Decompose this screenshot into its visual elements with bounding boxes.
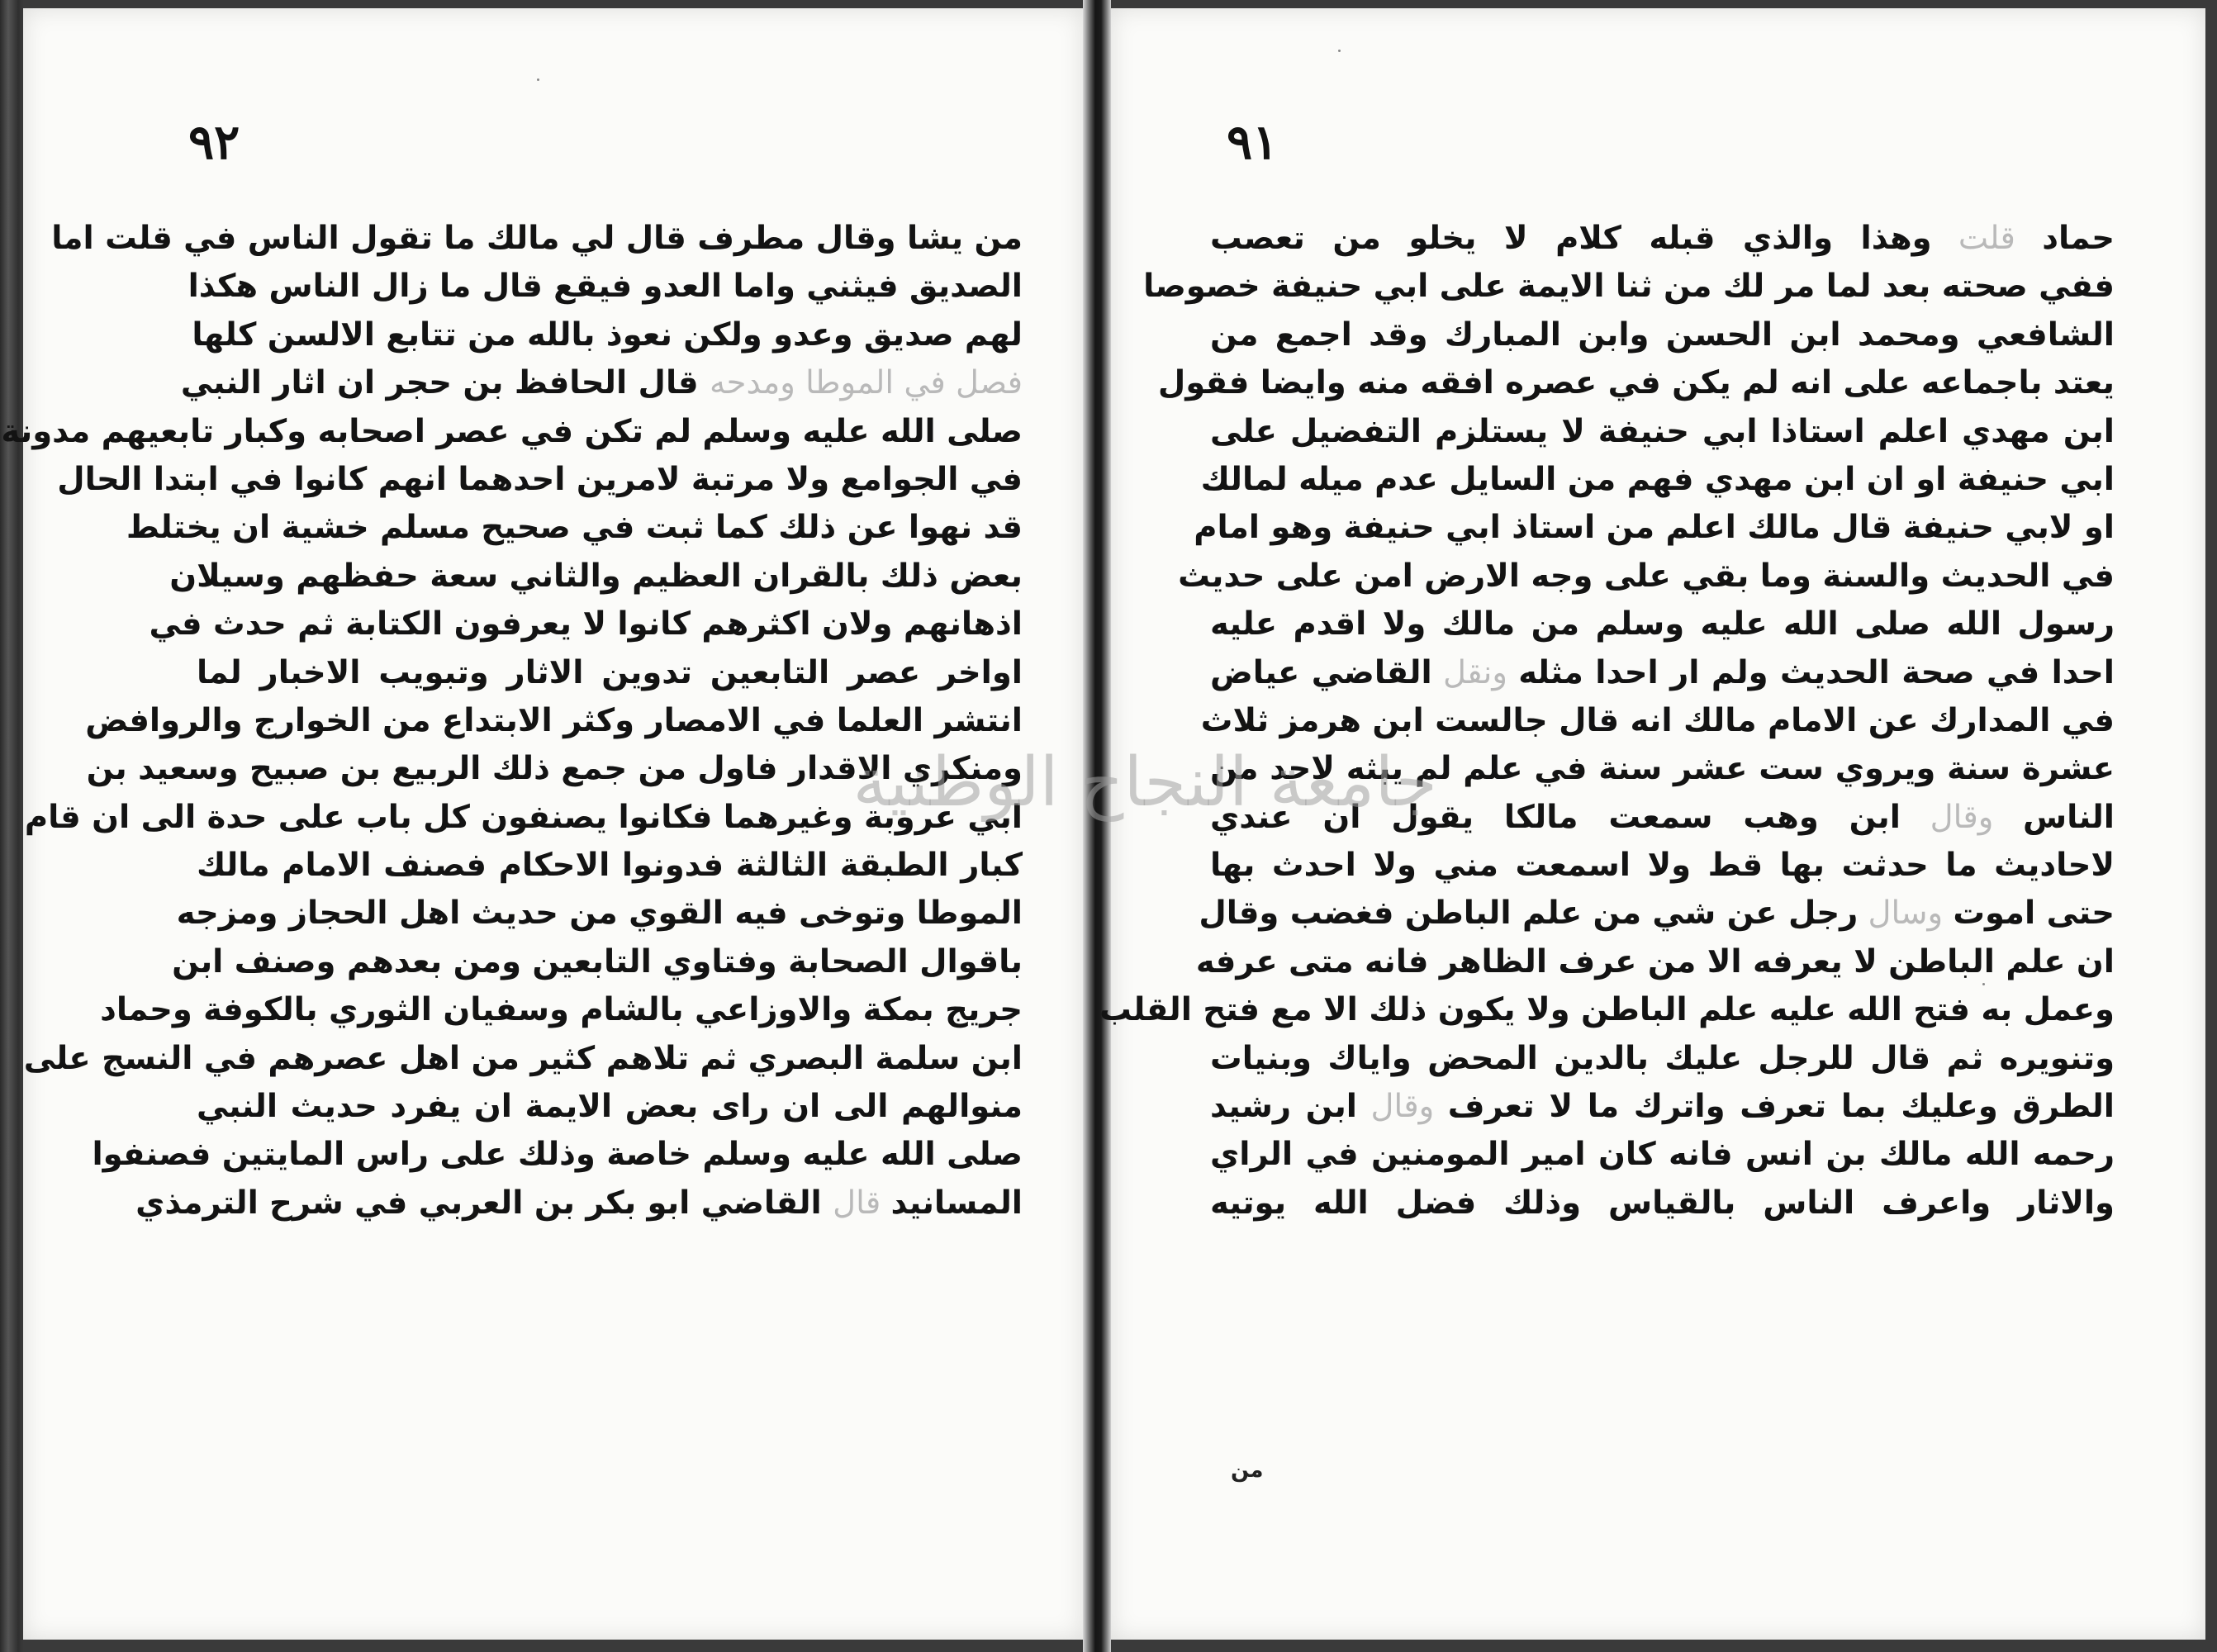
text-line <box>1210 311 2115 359</box>
text-segment: عشرة سنة ويروي ست عشر سنة في علم لم يبثه لاحد من <box>1210 750 2115 788</box>
text-segment: الموطا وتوخى فيه القوي من حديث اهل الحجاز ومزجه <box>176 895 1023 933</box>
text-line <box>92 1131 1023 1179</box>
text-segment: او لابي حنيفة قال مالك اعلم من استاذ ابي حنيفة وهو امام <box>1194 509 2115 547</box>
text-segment: اواخر عصر التابعين تدوين الاثار وتبويب الاخبار لما <box>197 653 1023 691</box>
text-line <box>1 408 1023 456</box>
text-segment: الطرق وعليك بما تعرف واترك ما لا تعرف <box>1447 1088 2115 1126</box>
text-segment: ابن سلمة البصري ثم تلاهم كثير من اهل عصرهم في النسج على <box>23 1039 1023 1077</box>
text-segment: الناس <box>2023 798 2115 836</box>
text-line <box>24 794 1023 842</box>
text-line <box>197 842 1023 890</box>
text-line <box>1210 745 2115 793</box>
text-segment: صلى الله عليه وسلم لم تكن في عصر اصحابه وكبار تابعيهم مدونة <box>1 412 1023 450</box>
text-segment: وتنويره ثم قال للرجل عليك بالدين المحض واياك وبنيات <box>1210 1039 2115 1077</box>
text-segment: وعمل به فتح الله عليه علم الباطن ولا يكون ذلك الا مع فتح القلب <box>1099 991 2115 1029</box>
text-line <box>126 504 1023 552</box>
text-segment: ابن مهدي اعلم استاذا ابي حنيفة لا يستلزم التفضيل على <box>1210 412 2115 450</box>
page-number: ٩١ <box>1227 114 1279 170</box>
text-segment: يعتد باجماعه على انه لم يكن في عصره افقه منه وايضا فقول <box>1157 364 2115 402</box>
rubric-text: وقال <box>1900 798 2024 836</box>
text-line <box>100 986 1023 1034</box>
text-line <box>192 311 1023 359</box>
text-segment: ابي عروبة وغيرهما فكانوا يصنفون كل باب على حدة الى ان قام <box>24 798 1023 836</box>
text-line <box>1210 601 2115 648</box>
scan-speck <box>1982 983 1985 985</box>
text-segment: قال الحافظ بن حجر ان اثار النبي <box>180 364 710 402</box>
text-line <box>1210 408 2115 456</box>
text-line <box>1143 263 2115 311</box>
text-segment: حماد <box>2042 220 2115 257</box>
text-line <box>85 697 1023 745</box>
text-segment: ففي صحته بعد لما مر لك من ثنا الايمة على ابي حنيفة خصوصا <box>1143 268 2115 306</box>
library-watermark: جامعة النجاح الوطنية <box>852 743 1437 822</box>
text-segment: ابي حنيفة او ان ابن مهدي فهم من السايل عدم ميله لمالك <box>1200 460 2115 498</box>
text-segment: والاثار واعرف الناس بالقياس وذلك فضل الله يوتيه <box>1210 1184 2115 1222</box>
text-line <box>180 359 1023 407</box>
scan-speck <box>1338 50 1341 52</box>
text-segment: ابن وهب سمعت مالكا يقول ان عندي <box>1210 798 1901 836</box>
rubric-text: وسال <box>1858 895 1954 933</box>
text-line <box>1210 1180 2115 1227</box>
text-segment: وهذا والذي قبله كلام لا يخلو من تعصب <box>1210 220 1932 257</box>
text-line <box>51 215 1023 263</box>
text-line <box>86 745 1023 793</box>
rubric-text: قال <box>833 1184 891 1222</box>
text-segment: المسانيد <box>890 1184 1023 1222</box>
text-line <box>176 890 1023 938</box>
text-segment: ان علم الباطن لا يعرفه الا من عرف الظاهر فانه متى عرفه <box>1195 942 2115 980</box>
text-line <box>1199 890 2115 938</box>
manuscript-text-block <box>1 215 1023 1227</box>
text-line <box>1099 986 2115 1034</box>
text-segment: في الحديث والسنة وما بقي على وجه الارض امن على حديث <box>1178 557 2115 595</box>
text-line <box>172 938 1023 986</box>
text-segment: بعض ذلك بالقران العظيم والثاني سعة حفظهم وسيلان <box>169 557 1023 595</box>
text-line <box>197 649 1023 697</box>
text-line <box>197 1083 1023 1131</box>
text-segment: القاضي ابو بكر بن العربي في شرح الترمذي <box>135 1184 833 1222</box>
text-segment: باقوال الصحابة وفتاوي التابعين ومن بعدهم وصنف ابن <box>172 942 1023 980</box>
text-segment: رسول الله صلى الله عليه وسلم من مالك ولا اقدم عليه <box>1210 605 2115 643</box>
text-segment: رحمه الله مالك بن انس فانه كان امير المومنين في الراي <box>1210 1136 2115 1174</box>
text-segment: لاحاديث ما حدثت بها قط ولا اسمعت مني ولا احدث بها <box>1210 847 2115 885</box>
text-line <box>169 553 1023 601</box>
rubric-text: قلت <box>1931 220 2043 257</box>
book-gutter <box>1083 0 1111 1652</box>
text-segment: صلى الله عليه وسلم خاصة وذلك على راس المايتين فصنفوا <box>92 1136 1023 1174</box>
text-segment: قد نهوا عن ذلك كما ثبت في صحيح مسلم خشية ان يختلط <box>126 509 1023 547</box>
text-line <box>57 456 1023 504</box>
text-segment: احدا في صحة الحديث ولم ار احدا مثله <box>1518 653 2115 691</box>
text-line <box>1210 842 2115 890</box>
text-line <box>1210 649 2115 697</box>
rubric-text: ونقل <box>1431 653 1519 691</box>
text-line <box>1178 553 2115 601</box>
right-page <box>1099 8 2205 1640</box>
text-segment: القاضي عياض <box>1210 653 1432 691</box>
scan-speck <box>537 78 539 81</box>
text-segment: الشافعي ومحمد ابن الحسن وابن المبارك وقد اجمع من <box>1210 316 2115 354</box>
text-line <box>149 601 1023 648</box>
text-segment: ابن رشيد <box>1210 1088 1357 1126</box>
text-line <box>23 1035 1023 1083</box>
text-segment: في الجوامع ولا مرتبة لامرين احدهما انهم كانوا في ابتدا الحال <box>57 460 1023 498</box>
text-line <box>1200 456 2115 504</box>
left-page <box>1 8 1083 1640</box>
rubric-text: فصل في الموطا ومدحه <box>710 364 1023 402</box>
text-line <box>1210 1035 2115 1083</box>
text-segment: انتشر العلما في الامصار وكثر الابتداع من الخوارج والروافض <box>85 701 1023 739</box>
text-line <box>1210 794 2115 842</box>
text-segment: الصديق فيثني واما العدو فيقع قال ما زال الناس هكذا <box>188 268 1023 306</box>
text-line <box>188 263 1023 311</box>
text-line <box>1210 1131 2115 1179</box>
text-line <box>1210 215 2115 263</box>
text-line <box>1157 359 2115 407</box>
text-segment: رجل عن شي من علم الباطن فغضب وقال <box>1199 895 1859 933</box>
text-line <box>1194 504 2115 552</box>
rubric-text: وقال <box>1357 1088 1448 1126</box>
text-line <box>1200 697 2115 745</box>
catchword: من <box>1231 1458 1264 1483</box>
text-segment: اذهانهم ولان اكثرهم كانوا لا يعرفون الكتابة ثم حدث في <box>149 605 1023 643</box>
text-line <box>135 1180 1023 1227</box>
text-segment: حتى اموت <box>1953 895 2115 933</box>
text-segment: في المدارك عن الامام مالك انه قال جالست ابن هرمز ثلاث <box>1200 701 2115 739</box>
text-segment: كبار الطبقة الثالثة فدونوا الاحكام فصنف الامام مالك <box>197 847 1023 885</box>
text-segment: منوالهم الى ان راى بعض الايمة ان يفرد حديث النبي <box>197 1088 1023 1126</box>
text-segment: ومنكري الاقدار فاول من جمع ذلك الربيع بن صبيح وسعيد بن <box>86 750 1023 788</box>
text-segment: لهم صديق وعدو ولكن نعوذ بالله من تتابع الالسن كلها <box>192 316 1023 354</box>
page-number: ٩٢ <box>188 114 240 170</box>
text-segment: جريج بمكة والاوزاعي بالشام وسفيان الثوري بالكوفة وحماد <box>100 991 1023 1029</box>
text-line <box>1195 938 2115 986</box>
text-segment: من يشا وقال مطرف قال لي مالك ما تقول الناس في قلت اما <box>51 220 1023 257</box>
text-line <box>1210 1083 2115 1131</box>
